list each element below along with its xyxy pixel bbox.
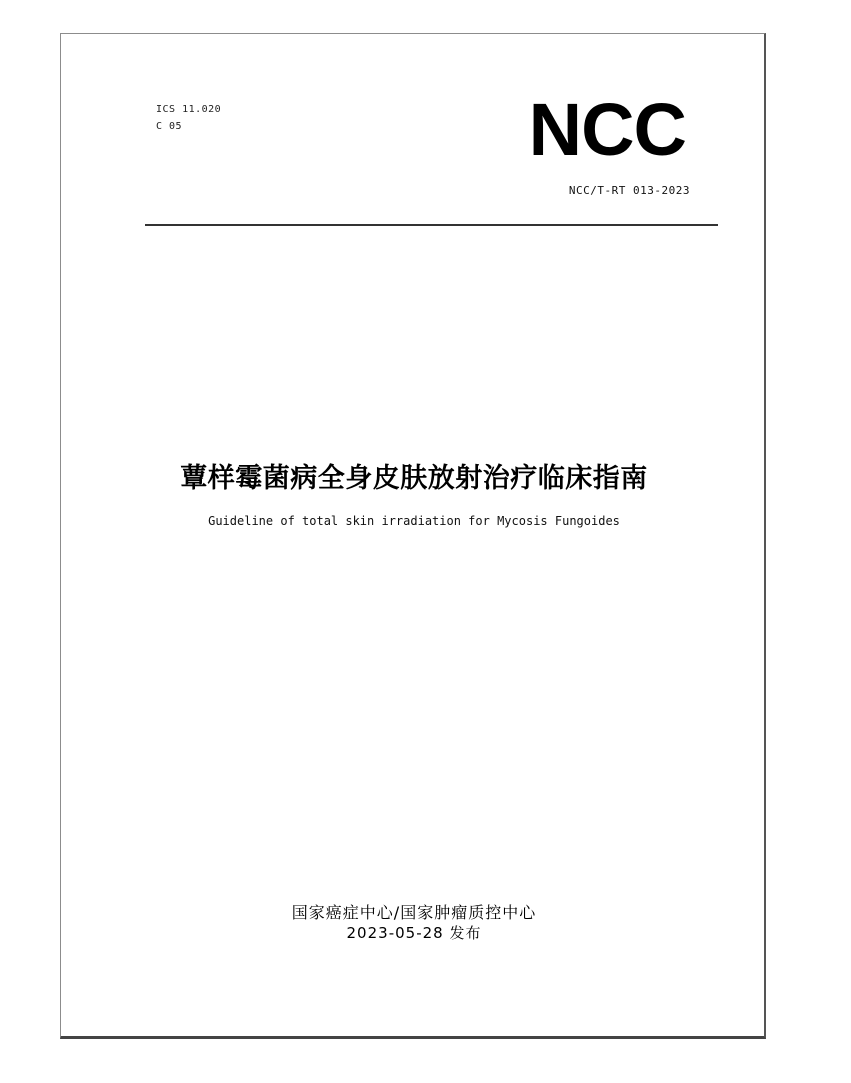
ccs-code: C 05 — [156, 121, 183, 132]
document-title-chinese: 蕈样霉菌病全身皮肤放射治疗临床指南 — [180, 463, 648, 494]
classification-codes — [156, 101, 221, 135]
standard-number: NCC/T-RT 013-2023 — [568, 184, 690, 197]
document-page — [60, 33, 766, 1039]
ncc-logo-text: NCC — [528, 88, 686, 171]
publish-date: 2023-05-28 发布 — [346, 924, 482, 942]
document-title-english: Guideline of total skin irradiation for Mycosis Fungoides — [208, 514, 620, 528]
publisher: 国家癌症中心/国家肿瘤质控中心 — [291, 903, 537, 922]
header-divider — [145, 224, 718, 226]
ics-code: ICS 11.020 — [156, 104, 222, 115]
